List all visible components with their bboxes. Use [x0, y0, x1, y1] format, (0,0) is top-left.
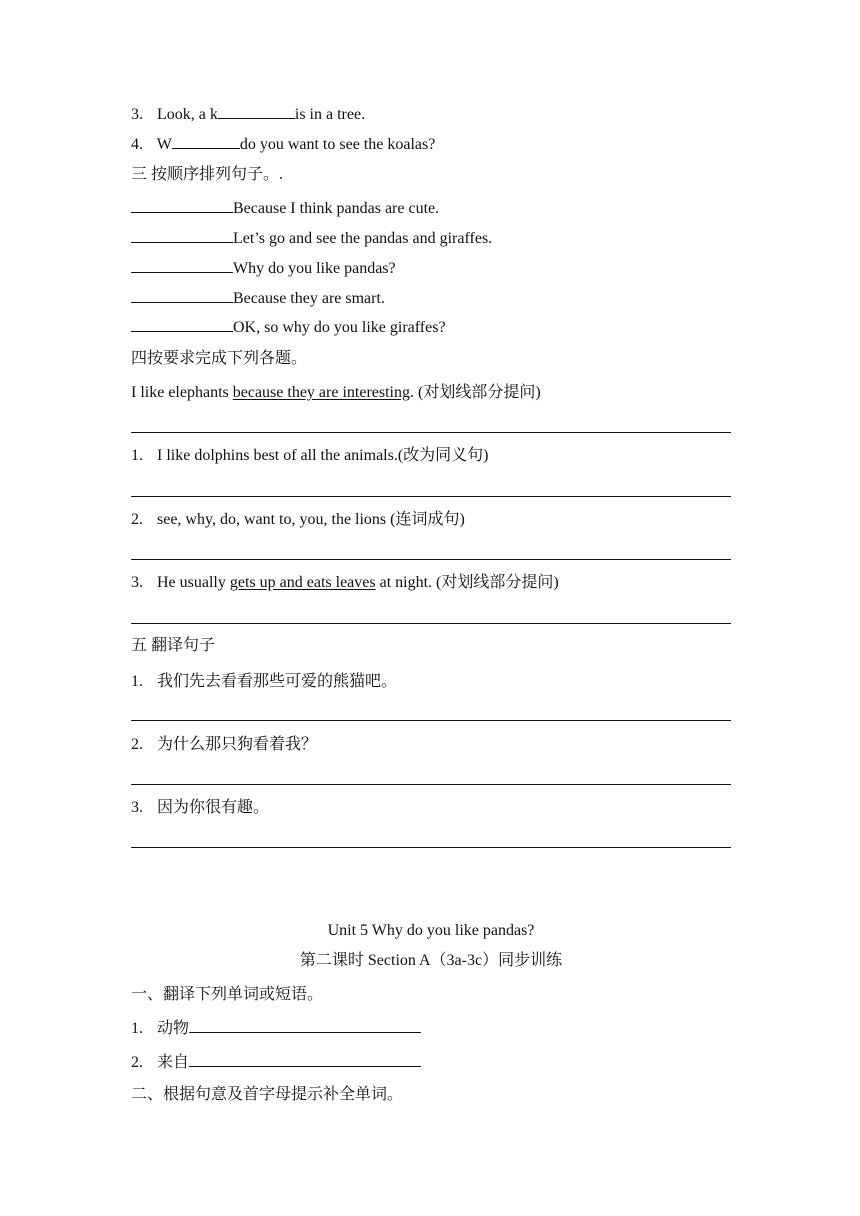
rewrite-question-1 — [131, 446, 489, 466]
question-number: 2. — [131, 511, 143, 528]
ordering-item — [131, 198, 439, 219]
lesson-title: Unit 5 Why do you like pandas? — [327, 922, 535, 939]
order-blank[interactable] — [131, 198, 233, 213]
answer-line[interactable] — [131, 784, 731, 785]
question-text-before: I like elephants — [131, 384, 233, 401]
vocab-item-1 — [131, 1018, 421, 1039]
question-text-before: W — [156, 136, 172, 153]
question-number: 3. — [131, 574, 143, 591]
worksheet-page — [131, 0, 731, 1216]
question-text-after: at night. (对划线部分提问) — [375, 574, 559, 591]
question-number: 3. — [131, 799, 143, 816]
section-5-heading: 五 翻译句子 — [131, 637, 216, 654]
rewrite-question-2 — [131, 510, 465, 530]
part-1-heading: 一、翻译下列单词或短语。 — [131, 986, 324, 1003]
translation-text: 为什么那只狗看着我？ — [157, 736, 318, 753]
question-number: 2. — [131, 1054, 143, 1071]
answer-line[interactable] — [131, 496, 731, 497]
order-blank[interactable] — [131, 228, 233, 243]
question-number: 3. — [131, 106, 143, 123]
lesson-subtitle: 第二课时 Section A（3a-3c）同步训练 — [299, 952, 563, 969]
section-4-heading: 四按要求完成下列各题。 — [131, 350, 308, 367]
ordering-sentence: Let’s go and see the pandas and giraffes. — [233, 230, 493, 247]
answer-blank[interactable] — [189, 1018, 421, 1033]
answer-blank[interactable] — [189, 1052, 421, 1067]
part-2-heading: 二、根据句意及首字母提示补全单词。 — [131, 1086, 404, 1103]
ordering-item — [131, 258, 396, 279]
rewrite-question-example — [131, 383, 541, 403]
question-text: I like dolphins best of all the animals.(改为同义句) — [157, 447, 489, 464]
ordering-item — [131, 317, 446, 338]
ordering-item — [131, 228, 492, 249]
answer-line[interactable] — [131, 720, 731, 721]
translation-item-3 — [131, 798, 269, 818]
underlined-phrase: gets up and eats leaves — [229, 574, 376, 591]
translation-item-1 — [131, 672, 397, 692]
question-text: see, why, do, want to, you, the lions (连词成句) — [157, 511, 465, 528]
question-number: 1. — [131, 673, 143, 690]
answer-line[interactable] — [131, 432, 731, 433]
vocab-prompt: 来自 — [157, 1054, 190, 1071]
question-number: 1. — [131, 1020, 143, 1037]
ordering-sentence: Why do you like pandas? — [233, 260, 396, 277]
answer-blank[interactable] — [218, 104, 295, 119]
question-text-before: Look, a k — [157, 106, 218, 123]
fill-in-question-3 — [131, 104, 365, 125]
ordering-sentence: Because they are smart. — [233, 290, 385, 307]
section-3-heading: 三 按顺序排列句子。. — [131, 166, 284, 183]
order-blank[interactable] — [131, 258, 233, 273]
answer-blank[interactable] — [172, 134, 240, 149]
order-blank[interactable] — [131, 317, 233, 332]
question-text-after: is in a tree. — [294, 106, 366, 123]
vocab-prompt: 动物 — [157, 1020, 190, 1037]
ordering-sentence: Because I think pandas are cute. — [233, 200, 440, 217]
question-number: 2. — [131, 736, 143, 753]
answer-line[interactable] — [131, 559, 731, 560]
ordering-sentence: OK, so why do you like giraffes? — [233, 319, 446, 336]
fill-in-question-4 — [131, 134, 435, 155]
underlined-phrase: because they are interesting — [232, 384, 410, 401]
translation-text: 因为你很有趣。 — [157, 799, 270, 816]
translation-text: 我们先去看看那些可爱的熊猫吧。 — [157, 673, 398, 690]
translation-item-2 — [131, 735, 317, 755]
question-number: 4. — [131, 136, 143, 153]
ordering-item — [131, 288, 385, 309]
answer-line[interactable] — [131, 623, 731, 624]
question-text-after: . (对划线部分提问) — [410, 384, 541, 401]
rewrite-question-3 — [131, 573, 559, 593]
answer-line[interactable] — [131, 847, 731, 848]
vocab-item-2 — [131, 1052, 421, 1073]
question-text-before: He usually — [157, 574, 230, 591]
question-text-after: do you want to see the koalas? — [239, 136, 436, 153]
question-number: 1. — [131, 447, 143, 464]
order-blank[interactable] — [131, 288, 233, 303]
